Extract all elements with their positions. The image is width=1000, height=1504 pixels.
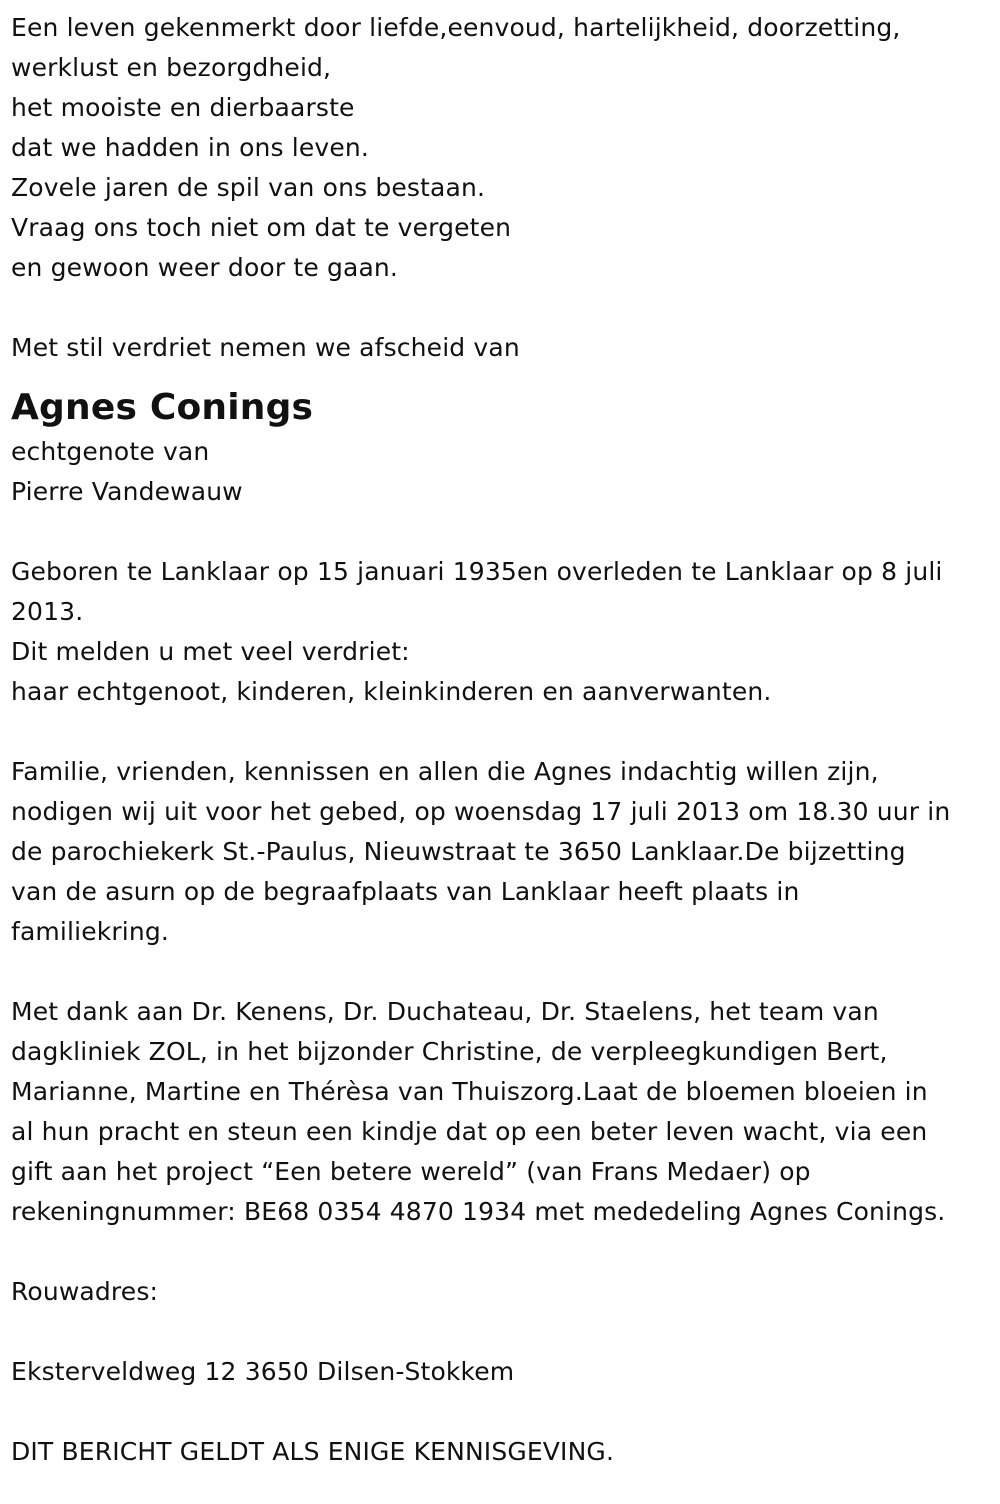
- paragraph-line: de parochiekerk St.-Paulus, Nieuwstraat te 3650 Lanklaar.De bijzetting: [11, 837, 906, 866]
- thanks-paragraph: [11, 992, 986, 1232]
- poem: [11, 8, 986, 288]
- address-value: Eksterveldweg 12 3650 Dilsen-Stokkem: [11, 1357, 515, 1386]
- paragraph-line: Marianne, Martine en Thérèsa van Thuiszorg.Laat de bloemen bloeien in: [11, 1077, 928, 1106]
- paragraph-line: nodigen wij uit voor het gebed, op woensdag 17 juli 2013 om 18.30 uur in: [11, 797, 951, 826]
- poem-line: Zovele jaren de spil van ons bestaan.: [11, 173, 486, 202]
- paragraph-line: rekeningnummer: BE68 0354 4870 1934 met mededeling Agnes Conings.: [11, 1197, 946, 1226]
- paragraph-line: van de asurn op de begraafplaats van Lanklaar heeft plaats in: [11, 877, 800, 906]
- paragraph-line: Familie, vrienden, kennissen en allen die Agnes indachtig willen zijn,: [11, 757, 879, 786]
- relation-text: echtgenote van: [11, 437, 210, 466]
- paragraph-line: familiekring.: [11, 917, 170, 946]
- deceased-name: Agnes Conings: [11, 387, 314, 428]
- poem-line: dat we hadden in ons leven.: [11, 133, 369, 162]
- poem-line: het mooiste en dierbaarste: [11, 93, 355, 122]
- spacer: [11, 952, 986, 992]
- poem-line: Een leven gekenmerkt door liefde,eenvoud, hartelijkheid, doorzetting,: [11, 13, 901, 42]
- paragraph-line: Geboren te Lanklaar op 15 januari 1935en overleden te Lanklaar op 8 juli: [11, 557, 943, 586]
- paragraph-line: dagkliniek ZOL, in het bijzonder Christine, de verpleegkundigen Bert,: [11, 1037, 888, 1066]
- ceremony-paragraph: [11, 752, 986, 952]
- spacer: [11, 1232, 986, 1272]
- spouse-name: Pierre Vandewauw: [11, 477, 243, 506]
- notice-footer: DIT BERICHT GELDT ALS ENIGE KENNISGEVING.: [11, 1437, 615, 1466]
- poem-line: werklust en bezorgdheid,: [11, 53, 332, 82]
- intro-text: Met stil verdriet nemen we afscheid van: [11, 333, 520, 362]
- paragraph-line: Met dank aan Dr. Kenens, Dr. Duchateau, Dr. Staelens, het team van: [11, 997, 879, 1026]
- paragraph-line: Dit melden u met veel verdriet:: [11, 637, 410, 666]
- poem-line: en gewoon weer door te gaan.: [11, 253, 399, 282]
- spacer: [11, 288, 986, 328]
- birth-death-paragraph: [11, 552, 986, 712]
- poem-line: Vraag ons toch niet om dat te vergeten: [11, 213, 512, 242]
- spacer: [11, 1392, 986, 1432]
- paragraph-line: haar echtgenoot, kinderen, kleinkinderen en aanverwanten.: [11, 677, 772, 706]
- address-label: Rouwadres:: [11, 1277, 159, 1306]
- spacer: [11, 512, 986, 552]
- paragraph-line: 2013.: [11, 597, 84, 626]
- paragraph-line: gift aan het project “Een betere wereld” (van Frans Medaer) op: [11, 1157, 811, 1186]
- paragraph-line: al hun pracht en steun een kindje dat op een beter leven wacht, via een: [11, 1117, 928, 1146]
- spacer: [11, 1312, 986, 1352]
- spacer: [11, 712, 986, 752]
